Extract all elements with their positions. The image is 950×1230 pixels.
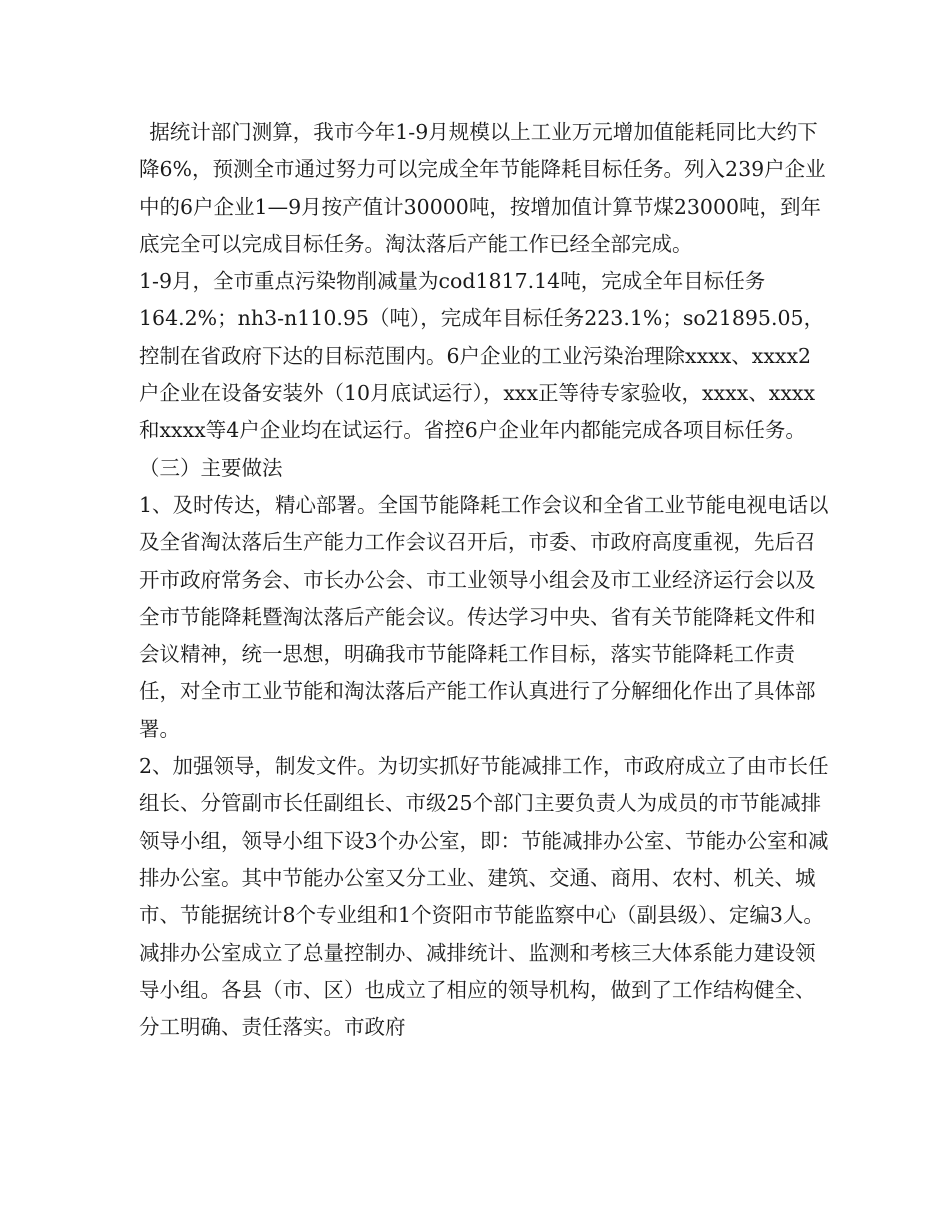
paragraph-practice-2: 2、加强领导，制发文件。为切实抓好节能减排工作，市政府成立了由市长任组长、分管副市长任副组长、市级25个部门主要负责人为成员的市节能减排领导小组，领导小组下设3个办公室，即：节能减排办公室、节能办公室和减排办公室。其中节能办公室又分工业、建筑、交通、商用、农村、机关、城市、节能据统计8个专业组和1个资阳市节能监察中心（副县级）、定编3人。减排办公室成立了总量控制办、减排统计、监测和考核三大体系能力建设领导小组。各县（市、区）也成立了相应的领导机构，做到了工作结构健全、分工明确、责任落实。市政府 bbox=[139, 754, 829, 1040]
paragraph-energy-consumption: 据统计部门测算，我市今年1-9月规模以上工业万元增加值能耗同比大约下降6%，预测全市通过努力可以完成全年节能降耗目标任务。列入239户企业中的6户企业1—9月按产值计30000吨，按增加值计算节煤23000吨，到年底完全可以完成目标任务。淘汰落后产能工作已经全部完成。 bbox=[139, 120, 826, 256]
paragraph-pollutant-reduction: 1-9月，全市重点污染物削减量为cod1817.14吨，完成全年目标任务164.2%；nh3-n110.95（吨），完成年目标任务223.1%；so21895.05，控制在省政府下达的目标范围内。6户企业的工业污染治理除xxxx、xxxx2户企业在设备安装外（10月底试运行），xxx正等待专家验收，xxxx、xxxx和xxxx等4户企业均在试运行。省控6户企业年内都能完成各项目标任务。 bbox=[139, 269, 825, 443]
document-body bbox=[139, 114, 829, 1046]
paragraph-practice-1: 1、及时传达，精心部署。全国节能降耗工作会议和全省工业节能电视电话以及全省淘汰落后生产能力工作会议召开后，市委、市政府高度重视，先后召开市政府常务会、市长办公会、市工业领导小组会及市工业经济运行会以及全市节能降耗暨淘汰落后产能会议。传达学习中央、省有关节能降耗文件和会议精神，统一思想，明确我市节能降耗工作目标，落实节能降耗工作责任，对全市工业节能和淘汰落后产能工作认真进行了分解细化作出了具体部署。 bbox=[139, 492, 829, 741]
section-heading-main-practices: （三）主要做法 bbox=[139, 455, 283, 480]
